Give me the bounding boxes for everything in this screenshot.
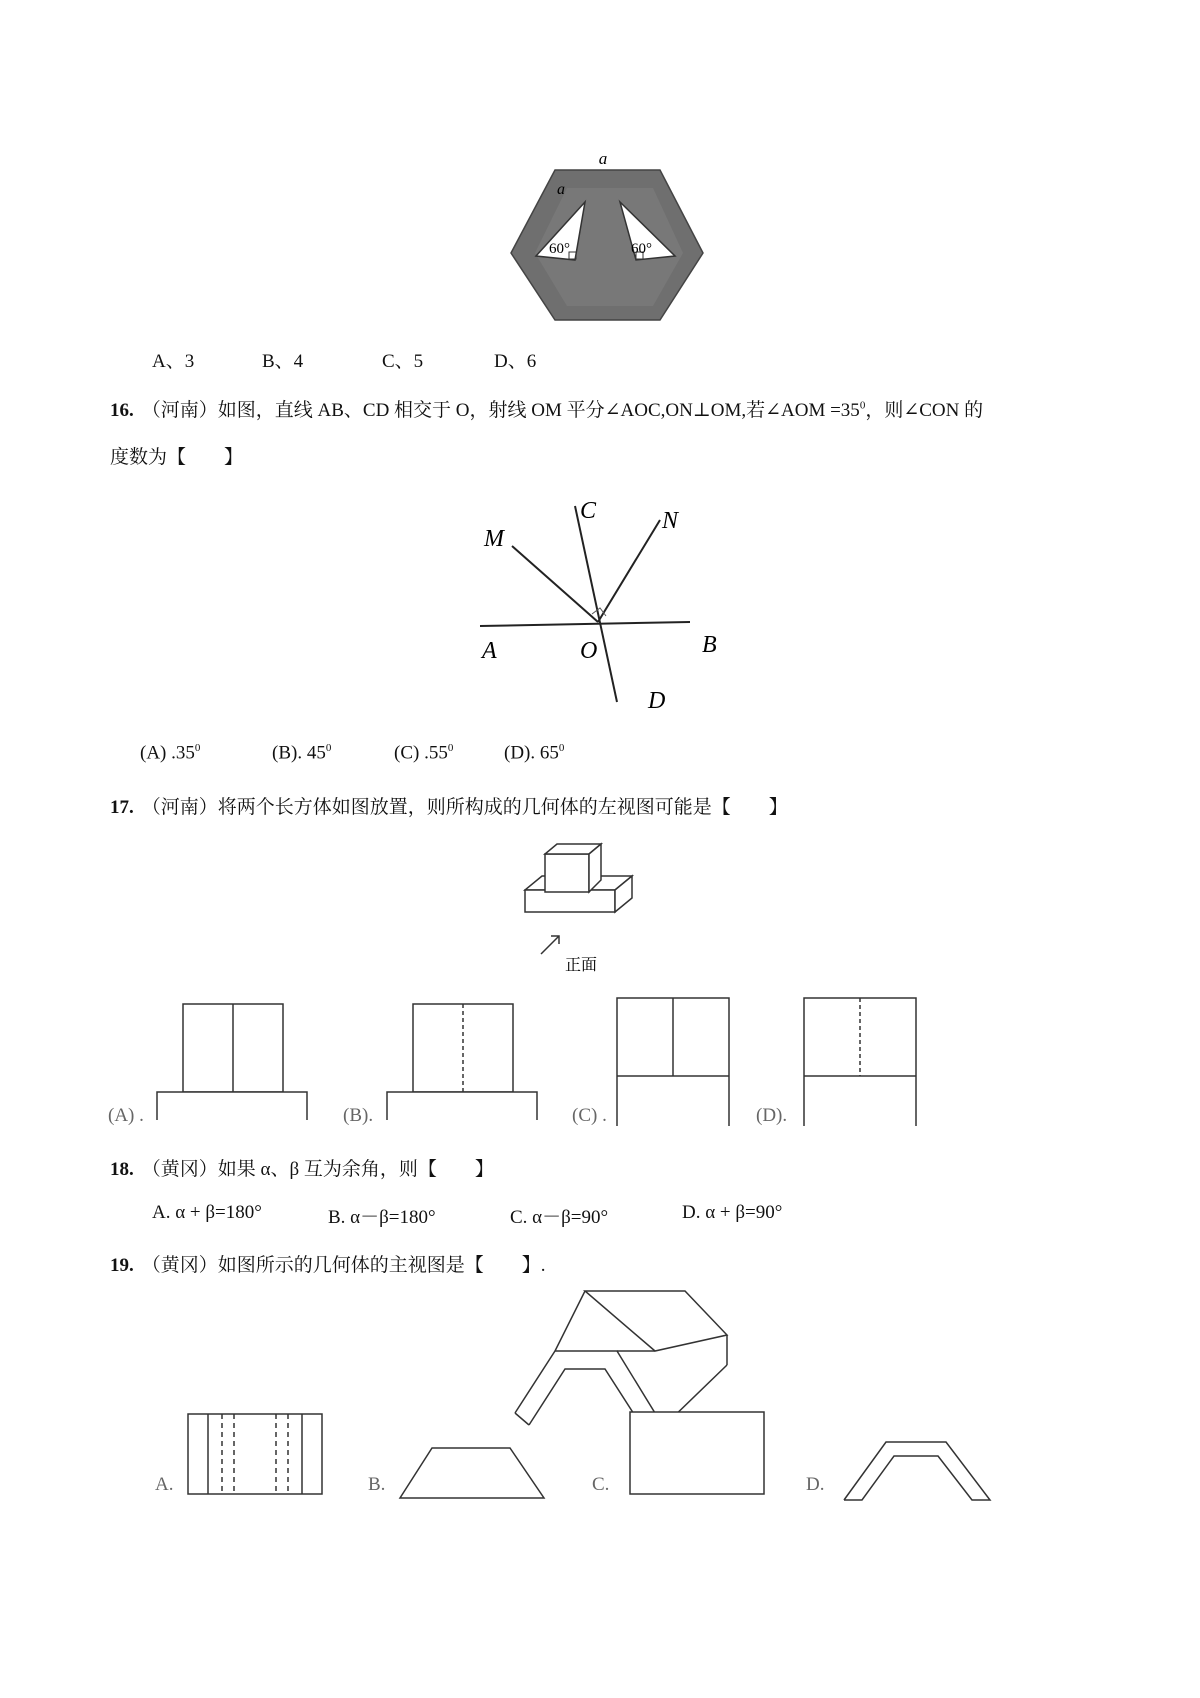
- fig16-label-d: D: [648, 688, 666, 714]
- q17-option-c-label: (C) .: [572, 1105, 607, 1126]
- fig15-angle-left: 60°: [549, 241, 570, 257]
- q19-option-b-label: B.: [368, 1474, 386, 1495]
- q18-line: [110, 1154, 494, 1181]
- q16-stem-tail: ，则∠CON 的: [865, 400, 984, 421]
- fig15-side-label: a: [557, 181, 565, 198]
- q17-option-a-label: (A) .: [108, 1105, 144, 1126]
- q19-option-c-view: [628, 1410, 766, 1496]
- q18-choice-c: C. α－β=90°: [510, 1207, 609, 1228]
- q17-stem: （河南）将两个长方体如图放置，则所构成的几何体的左视图可能是【 】: [141, 797, 788, 818]
- q19-line: [110, 1250, 546, 1277]
- q19-option-c-label: C.: [592, 1474, 610, 1495]
- q15-choice-a: A、3: [152, 351, 195, 372]
- hexagon-figure: [505, 148, 705, 323]
- q18-number: 18.: [110, 1159, 134, 1180]
- q15-choice-b: B、4: [262, 351, 304, 372]
- q17-option-d-label: (D).: [756, 1105, 788, 1126]
- fig17-front-label: 正面: [565, 957, 598, 974]
- q19-option-d-view: [842, 1440, 998, 1504]
- q17-option-d-view: [802, 996, 922, 1126]
- lines-figure: [470, 490, 730, 720]
- q16-choice-b: (B). $45^0$: [272, 742, 332, 764]
- fig15-top-label: a: [598, 149, 608, 168]
- q15-choice-c: C、5: [382, 351, 424, 372]
- q17-number: 17.: [110, 797, 134, 818]
- q16-number: 16.: [110, 400, 134, 421]
- q16-choice-a: (A) $.35^0$: [140, 742, 201, 764]
- fig16-label-a: A: [482, 638, 497, 664]
- q19-option-d-label: D.: [806, 1474, 825, 1495]
- q18-choice-b: B. α－β=180°: [328, 1207, 436, 1228]
- q15-choice-d: D、6: [494, 351, 537, 372]
- fig16-label-n: N: [662, 508, 679, 534]
- fig16-label-m: M: [484, 526, 504, 552]
- q17-line: [110, 792, 788, 819]
- q17-option-b-view: [385, 1000, 545, 1120]
- q19-option-a-view: [186, 1412, 326, 1496]
- q18-choice-a: A. α + β=180°: [152, 1202, 262, 1223]
- fig16-label-c: C: [580, 498, 597, 524]
- q16-stem: （河南）如图，直线 AB、CD 相交于 O，射线 OM 平分∠AOC,ON⊥OM,若∠AOM =35: [141, 400, 860, 421]
- q16-choice-c: (C) $.55^0$: [394, 742, 454, 764]
- q18-stem: （黄冈）如果 α、β 互为余角，则【 】: [141, 1159, 494, 1180]
- q17-option-c-view: [615, 996, 735, 1126]
- q16-choice-d: (D). $65^0$: [504, 742, 565, 764]
- q18-choice-d: D. α + β=90°: [682, 1202, 783, 1223]
- fig15-angle-right: 60°: [631, 241, 652, 257]
- stacked-boxes-figure: [515, 838, 655, 978]
- q19-number: 19.: [110, 1255, 134, 1276]
- fig16-label-b: B: [702, 632, 717, 658]
- q16-sup: 0: [859, 399, 866, 412]
- fig16-label-o: O: [580, 638, 598, 664]
- q19-option-b-view: [398, 1446, 548, 1502]
- q17-option-b-label: (B).: [343, 1105, 374, 1126]
- q17-option-a-view: [155, 1000, 315, 1120]
- q16-line1: [110, 395, 983, 422]
- q19-option-a-label: A.: [155, 1474, 174, 1495]
- q19-stem: （黄冈）如图所示的几何体的主视图是【 】.: [141, 1255, 546, 1276]
- q16-line2: 度数为【 】: [110, 447, 244, 468]
